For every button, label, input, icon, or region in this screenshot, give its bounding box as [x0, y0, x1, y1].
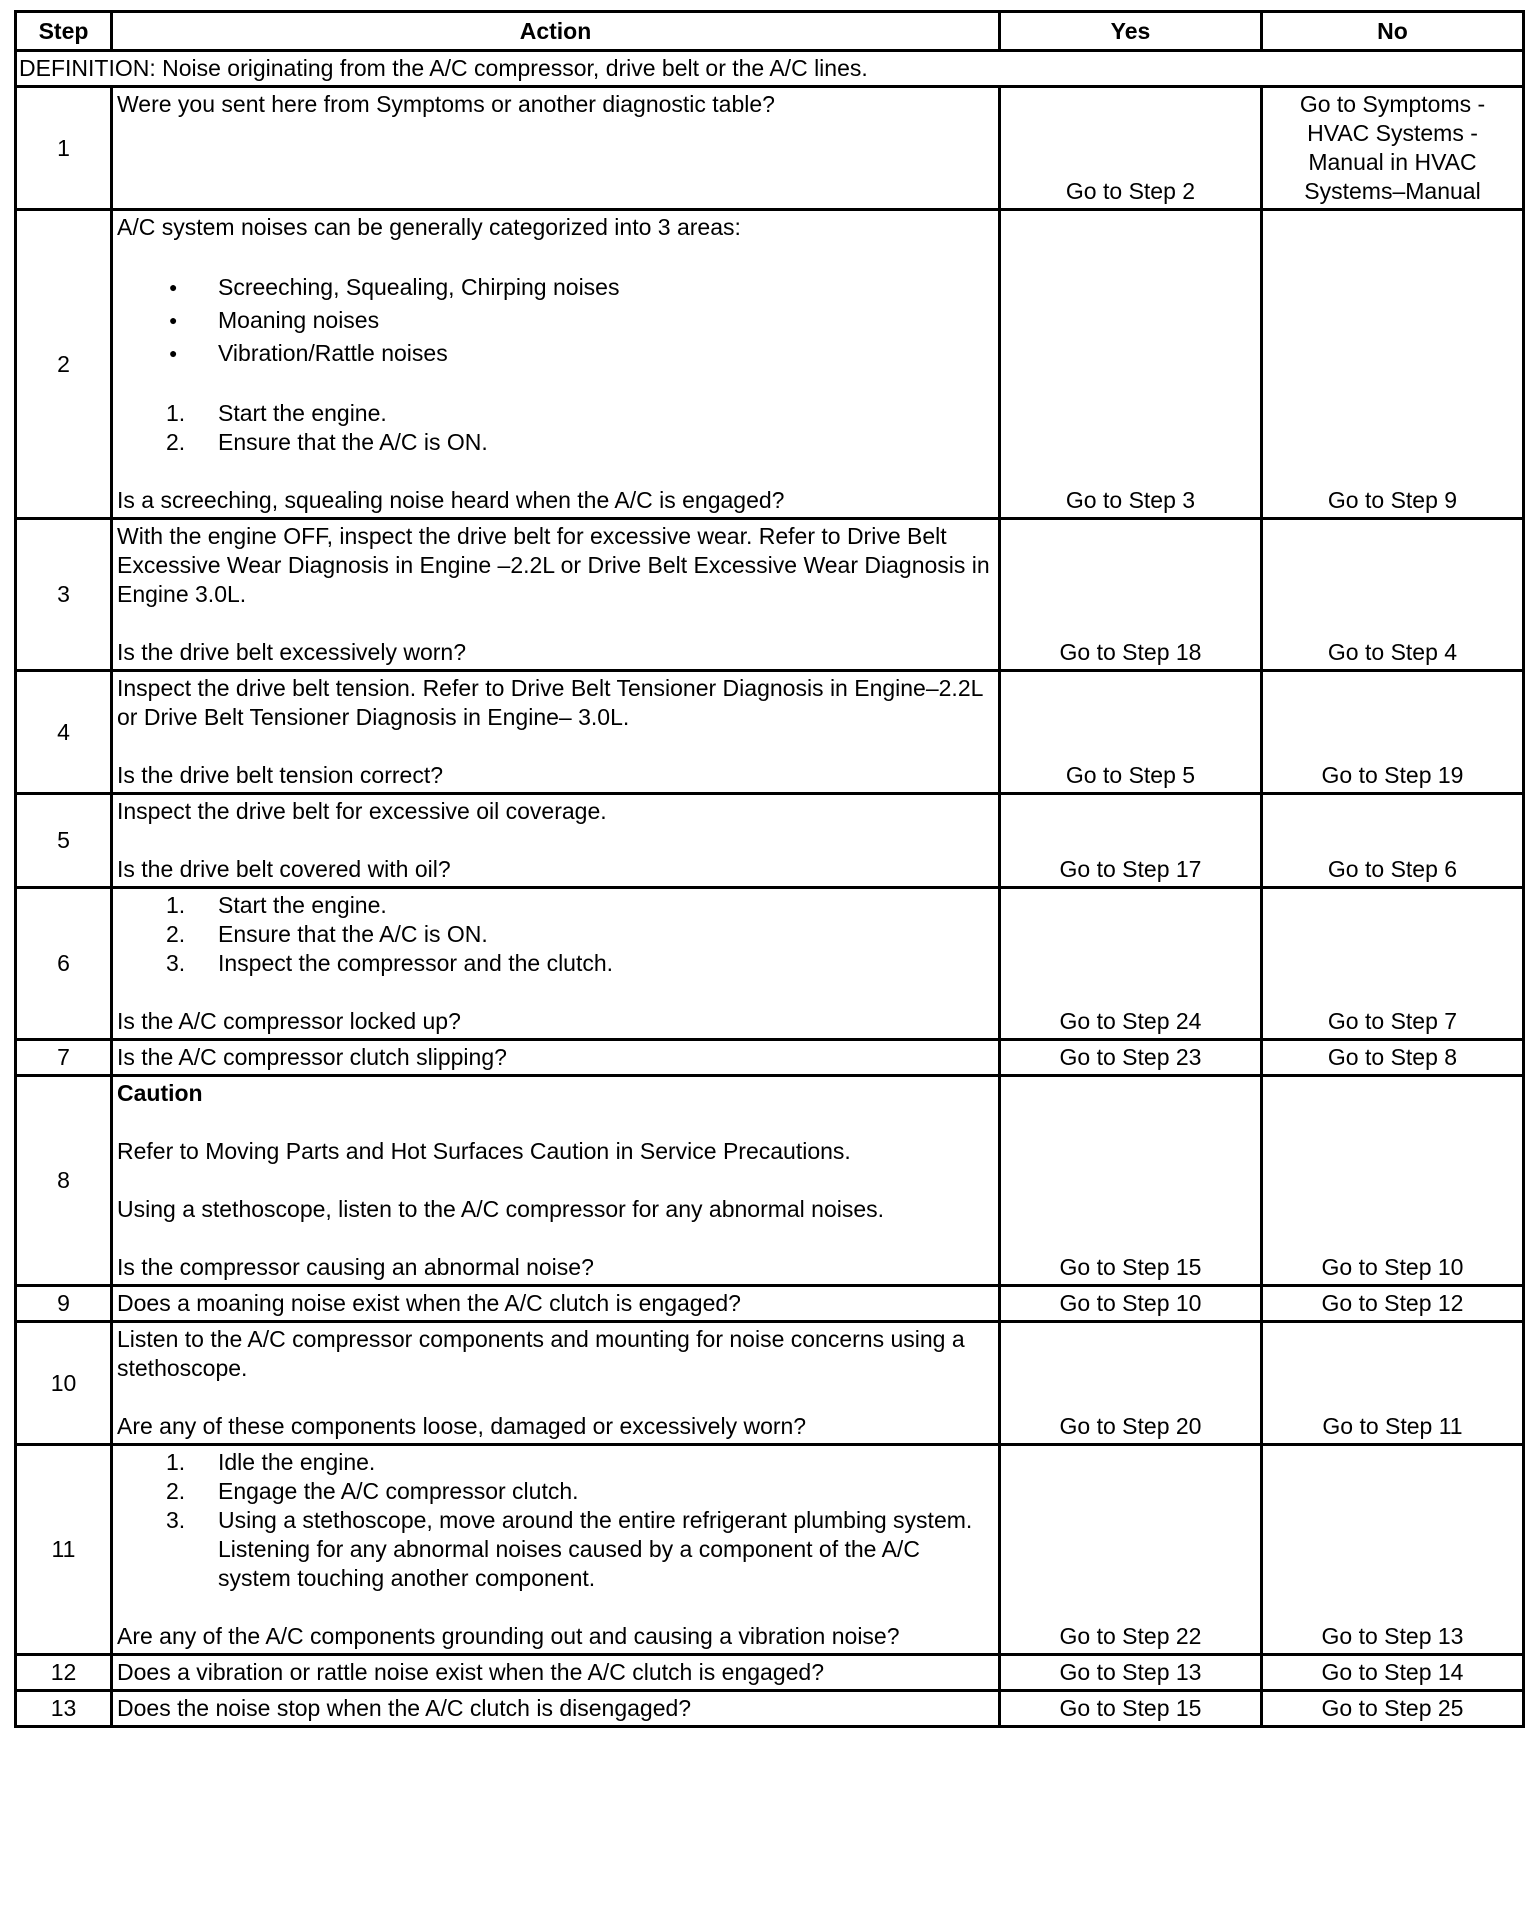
- question-text: Does a vibration or rattle noise exist when the A/C clutch is engaged?: [117, 1659, 825, 1685]
- step-text: Start the engine.: [218, 400, 387, 426]
- table-row: [16, 1655, 1524, 1691]
- action-text: With the engine OFF, inspect the drive belt for excessive wear. Refer to Drive Belt Excessive Wear Diagnosis in Engine –2.2L or Drive Belt Excessive Wear Diagnosis in Engine 3.0L.: [117, 523, 990, 607]
- table-row: [16, 794, 1524, 888]
- spacer: [117, 457, 994, 486]
- header-step: Step: [16, 12, 112, 51]
- procedure-step: [117, 399, 994, 428]
- question-text: Is the A/C compressor clutch slipping?: [117, 1044, 507, 1070]
- no-result: Go to Step 14: [1262, 1655, 1524, 1691]
- no-result: Go to Step 9: [1262, 210, 1524, 519]
- step-text: Ensure that the A/C is ON.: [218, 921, 488, 947]
- action-cell: [112, 210, 1000, 519]
- question-text: Is the drive belt excessively worn?: [117, 639, 466, 665]
- table-row: [16, 888, 1524, 1040]
- table-row: [16, 1445, 1524, 1655]
- table-row: [16, 1691, 1524, 1727]
- step-number: 8: [16, 1076, 112, 1286]
- yes-result: Go to Step 23: [1000, 1040, 1262, 1076]
- question-text: Is a screeching, squealing noise heard when the A/C is engaged?: [117, 487, 785, 513]
- spacer: [117, 609, 994, 638]
- yes-result: Go to Step 24: [1000, 888, 1262, 1040]
- header-no: No: [1262, 12, 1524, 51]
- step-number: 11: [16, 1445, 112, 1655]
- yes-result: Go to Step 15: [1000, 1076, 1262, 1286]
- action-cell: [112, 87, 1000, 210]
- no-result: Go to Step 19: [1262, 671, 1524, 794]
- table-row: [16, 210, 1524, 519]
- table-row: [16, 1286, 1524, 1322]
- yes-result: Go to Step 17: [1000, 794, 1262, 888]
- action-text: Using a stethoscope, listen to the A/C compressor for any abnormal noises.: [117, 1196, 885, 1222]
- step-number: 3: [16, 519, 112, 671]
- procedure-step: [117, 891, 994, 920]
- action-text: Listen to the A/C compressor components and mounting for noise concerns using a stethoscope.: [117, 1326, 965, 1381]
- procedure-step: [117, 1448, 994, 1477]
- step-text: Engage the A/C compressor clutch.: [218, 1478, 579, 1504]
- definition-row: [16, 51, 1524, 87]
- header-row: [16, 12, 1524, 51]
- step-text: Inspect the compressor and the clutch.: [218, 950, 614, 976]
- step-index: 2.: [166, 1478, 186, 1504]
- no-result: Go to Step 6: [1262, 794, 1524, 888]
- question-text: Were you sent here from Symptoms or another diagnostic table?: [117, 91, 775, 117]
- yes-result: Go to Step 2: [1000, 87, 1262, 210]
- action-cell: [112, 1076, 1000, 1286]
- no-result: Go to Step 4: [1262, 519, 1524, 671]
- step-number: 4: [16, 671, 112, 794]
- yes-result: Go to Step 18: [1000, 519, 1262, 671]
- action-cell: [112, 888, 1000, 1040]
- list-item: ● Moaning noises: [117, 304, 994, 337]
- yes-result: Go to Step 10: [1000, 1286, 1262, 1322]
- procedure-step: [117, 1506, 994, 1593]
- action-cell: [112, 794, 1000, 888]
- step-text: Start the engine.: [218, 892, 387, 918]
- spacer: [117, 242, 994, 271]
- table-row: [16, 671, 1524, 794]
- yes-result: Go to Step 5: [1000, 671, 1262, 794]
- step-text: Ensure that the A/C is ON.: [218, 429, 488, 455]
- action-cell: [112, 1322, 1000, 1445]
- noise-category-list: [117, 271, 994, 370]
- definition-text: DEFINITION: Noise originating from the A/C compressor, drive belt or the A/C lines.: [16, 51, 1524, 87]
- yes-result: Go to Step 3: [1000, 210, 1262, 519]
- step-index: 3.: [166, 950, 186, 976]
- list-item: ● Vibration/Rattle noises: [117, 337, 994, 370]
- spacer: [117, 1593, 994, 1622]
- question-text: Is the compressor causing an abnormal noise?: [117, 1254, 594, 1280]
- action-text: Inspect the drive belt for excessive oil coverage.: [117, 798, 607, 824]
- question-text: Are any of these components loose, damaged or excessively worn?: [117, 1413, 807, 1439]
- step-index: 2.: [166, 921, 186, 947]
- step-number: 12: [16, 1655, 112, 1691]
- action-cell: [112, 1691, 1000, 1727]
- table-row: [16, 87, 1524, 210]
- yes-result: Go to Step 13: [1000, 1655, 1262, 1691]
- step-number: 2: [16, 210, 112, 519]
- step-number: 10: [16, 1322, 112, 1445]
- no-result: Go to Step 8: [1262, 1040, 1524, 1076]
- action-cell: [112, 1040, 1000, 1076]
- no-result: Go to Step 25: [1262, 1691, 1524, 1727]
- no-result: Go to Step 11: [1262, 1322, 1524, 1445]
- procedure-step: [117, 1477, 994, 1506]
- table-row: [16, 1076, 1524, 1286]
- step-index: 1.: [166, 892, 186, 918]
- yes-result: Go to Step 22: [1000, 1445, 1262, 1655]
- no-result: Go to Step 12: [1262, 1286, 1524, 1322]
- no-result: Go to Symptoms - HVAC Systems - Manual in HVAC Systems–Manual: [1262, 87, 1524, 210]
- procedure-steps: [117, 891, 994, 978]
- table-row: [16, 1040, 1524, 1076]
- question-text: Is the drive belt covered with oil?: [117, 856, 451, 882]
- step-number: 13: [16, 1691, 112, 1727]
- step-number: 9: [16, 1286, 112, 1322]
- yes-result: Go to Step 15: [1000, 1691, 1262, 1727]
- spacer: [117, 978, 994, 1007]
- header-action: Action: [112, 12, 1000, 51]
- spacer: [117, 370, 994, 399]
- spacer: [117, 1383, 994, 1412]
- spacer: [117, 1166, 994, 1195]
- table-row: [16, 1322, 1524, 1445]
- diagnostic-table: [14, 10, 1525, 1728]
- procedure-steps: [117, 399, 994, 457]
- spacer: [117, 1224, 994, 1253]
- question-text: Does the noise stop when the A/C clutch is disengaged?: [117, 1695, 692, 1721]
- step-text: Using a stethoscope, move around the entire refrigerant plumbing system. Listening for any abnormal noises caused by a component of the A/C system touching another component.: [218, 1507, 973, 1591]
- step-index: 3.: [166, 1507, 186, 1533]
- action-cell: [112, 519, 1000, 671]
- question-text: Are any of the A/C components grounding out and causing a vibration noise?: [117, 1623, 900, 1649]
- question-text: Is the A/C compressor locked up?: [117, 1008, 461, 1034]
- no-result: Go to Step 13: [1262, 1445, 1524, 1655]
- list-item: ● Screeching, Squealing, Chirping noises: [117, 271, 994, 304]
- step-number: 1: [16, 87, 112, 210]
- action-cell: [112, 671, 1000, 794]
- question-text: Does a moaning noise exist when the A/C clutch is engaged?: [117, 1290, 741, 1316]
- question-text: Is the drive belt tension correct?: [117, 762, 443, 788]
- procedure-steps: [117, 1448, 994, 1593]
- procedure-step: [117, 949, 994, 978]
- action-cell: [112, 1286, 1000, 1322]
- step-number: 7: [16, 1040, 112, 1076]
- table-row: [16, 519, 1524, 671]
- spacer: [117, 1108, 994, 1137]
- step-number: 5: [16, 794, 112, 888]
- header-yes: Yes: [1000, 12, 1262, 51]
- step-number: 6: [16, 888, 112, 1040]
- action-cell: [112, 1445, 1000, 1655]
- action-text: A/C system noises can be generally categorized into 3 areas:: [117, 214, 741, 240]
- action-cell: [112, 1655, 1000, 1691]
- caution-text: Refer to Moving Parts and Hot Surfaces Caution in Service Precautions.: [117, 1138, 851, 1164]
- action-text: Inspect the drive belt tension. Refer to Drive Belt Tensioner Diagnosis in Engine–2.2L or Drive Belt Tensioner Diagnosis in Engine– 3.0L.: [117, 675, 983, 730]
- caution-title: Caution: [117, 1080, 203, 1106]
- spacer: [117, 826, 994, 855]
- no-result: Go to Step 7: [1262, 888, 1524, 1040]
- step-index: 2.: [166, 429, 186, 455]
- step-text: Idle the engine.: [218, 1449, 376, 1475]
- spacer: [117, 732, 994, 761]
- procedure-step: [117, 920, 994, 949]
- yes-result: Go to Step 20: [1000, 1322, 1262, 1445]
- procedure-step: [117, 428, 994, 457]
- step-index: 1.: [166, 1449, 186, 1475]
- step-index: 1.: [166, 400, 186, 426]
- no-result: Go to Step 10: [1262, 1076, 1524, 1286]
